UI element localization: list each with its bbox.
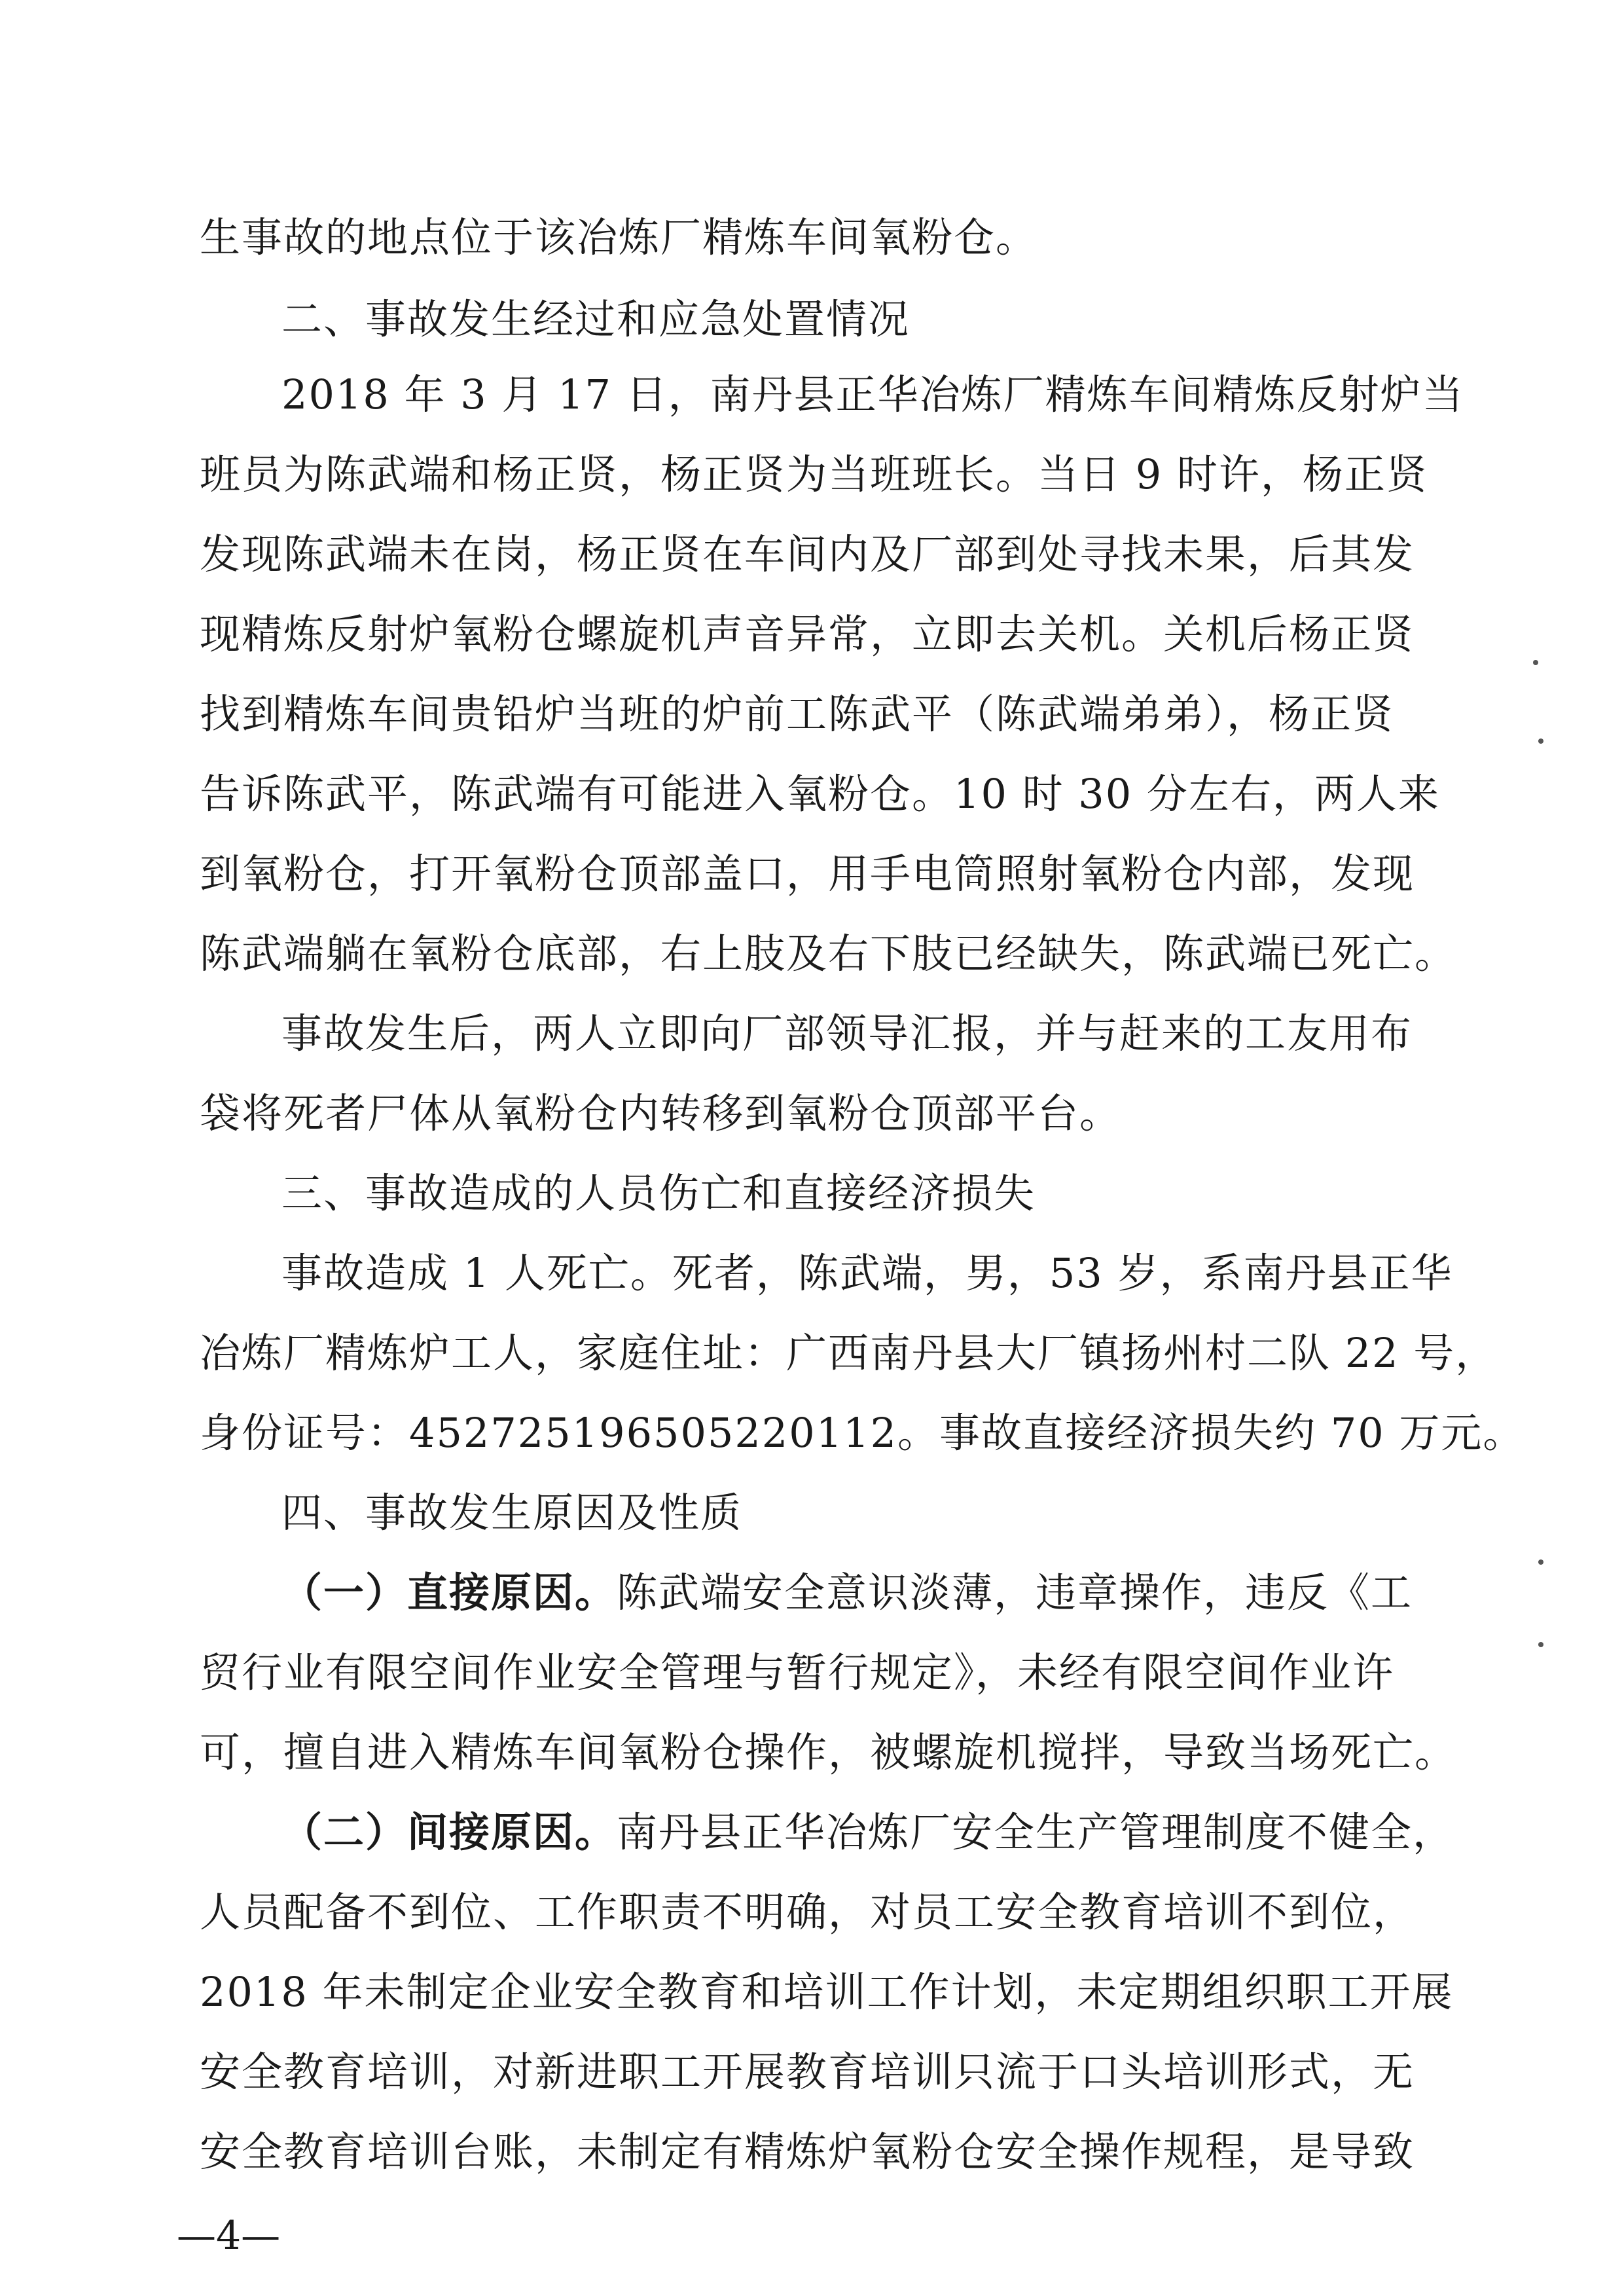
paragraph-line: 贸行业有限空间作业安全管理与暂行规定》，未经有限空间作业许 bbox=[200, 1649, 1395, 1696]
indirect-cause-heading: （二）间接原因。 bbox=[281, 1808, 617, 1856]
paragraph-line: 冶炼厂精炼炉工人，家庭住址：广西南丹县大厂镇扬州村二队 22 号， bbox=[200, 1329, 1498, 1377]
paragraph-line: 生事故的地点位于该冶炼厂精炼车间氧粉仓。 bbox=[200, 213, 1038, 261]
paragraph-line: 2018 年未制定企业安全教育和培训工作计划，未定期组织职工开展 bbox=[200, 1968, 1454, 2016]
paragraph-line: 现精炼反射炉氧粉仓螺旋机声音异常，立即去关机。关机后杨正贤 bbox=[200, 610, 1415, 658]
section-heading: 二、事故发生经过和应急处置情况 bbox=[281, 295, 911, 343]
paragraph-text: 南丹县正华冶炼厂安全生产管理制度不健全， bbox=[617, 1808, 1455, 1856]
paragraph-line: 2018 年 3 月 17 日，南丹县正华冶炼厂精炼车间精炼反射炉当 bbox=[281, 371, 1464, 418]
paragraph-line: 身份证号：452725196505220112。事故直接经济损失约 70 万元。 bbox=[200, 1409, 1525, 1457]
scan-speck bbox=[1533, 660, 1538, 665]
paragraph-line bbox=[281, 1563, 1551, 1622]
paragraph-line: 班员为陈武端和杨正贤，杨正贤为当班班长。当日 9 时许，杨正贤 bbox=[200, 450, 1428, 498]
paragraph-line: 找到精炼车间贵铅炉当班的炉前工陈武平（陈武端弟弟），杨正贤 bbox=[200, 690, 1395, 738]
section-heading: 三、事故造成的人员伤亡和直接经济损失 bbox=[281, 1169, 1036, 1217]
page-number: —4— bbox=[177, 2213, 281, 2259]
paragraph-line: 事故发生后，两人立即向厂部领导汇报，并与赶来的工友用布 bbox=[281, 1010, 1413, 1057]
section-heading: 四、事故发生原因及性质 bbox=[281, 1489, 743, 1537]
paragraph-line: 发现陈武端未在岗，杨正贤在车间内及厂部到处寻找未果，后其发 bbox=[200, 530, 1415, 578]
paragraph-line: 安全教育培训台账，未制定有精炼炉氧粉仓安全操作规程，是导致 bbox=[200, 2128, 1415, 2176]
scan-speck bbox=[1538, 738, 1543, 744]
paragraph-line: 可，擅自进入精炼车间氧粉仓操作，被螺旋机搅拌，导致当场死亡。 bbox=[200, 1728, 1457, 1776]
paragraph-line: 陈武端躺在氧粉仓底部，右上肢及右下肢已经缺失，陈武端已死亡。 bbox=[200, 930, 1457, 977]
direct-cause-heading: （一）直接原因。 bbox=[281, 1569, 617, 1616]
scan-speck bbox=[1538, 1559, 1543, 1565]
scan-speck bbox=[1538, 1642, 1543, 1647]
paragraph-line: 到氧粉仓，打开氧粉仓顶部盖口，用手电筒照射氧粉仓内部，发现 bbox=[200, 850, 1415, 898]
paragraph-line: 事故造成 1 人死亡。死者，陈武端，男，53 岁，系南丹县正华 bbox=[281, 1249, 1453, 1297]
paragraph-line: 人员配备不到位、工作职责不明确，对员工安全教育培训不到位， bbox=[200, 1888, 1415, 1936]
paragraph-line: 告诉陈武平，陈武端有可能进入氧粉仓。10 时 30 分左右，两人来 bbox=[200, 770, 1440, 818]
paragraph-line: 安全教育培训，对新进职工开展教育培训只流于口头培训形式，无 bbox=[200, 2048, 1415, 2096]
paragraph-line: 袋将死者尸体从氧粉仓内转移到氧粉仓顶部平台。 bbox=[200, 1089, 1122, 1137]
paragraph-line bbox=[281, 1803, 1551, 1862]
paragraph-text: 陈武端安全意识淡薄，违章操作，违反《工 bbox=[617, 1569, 1413, 1616]
